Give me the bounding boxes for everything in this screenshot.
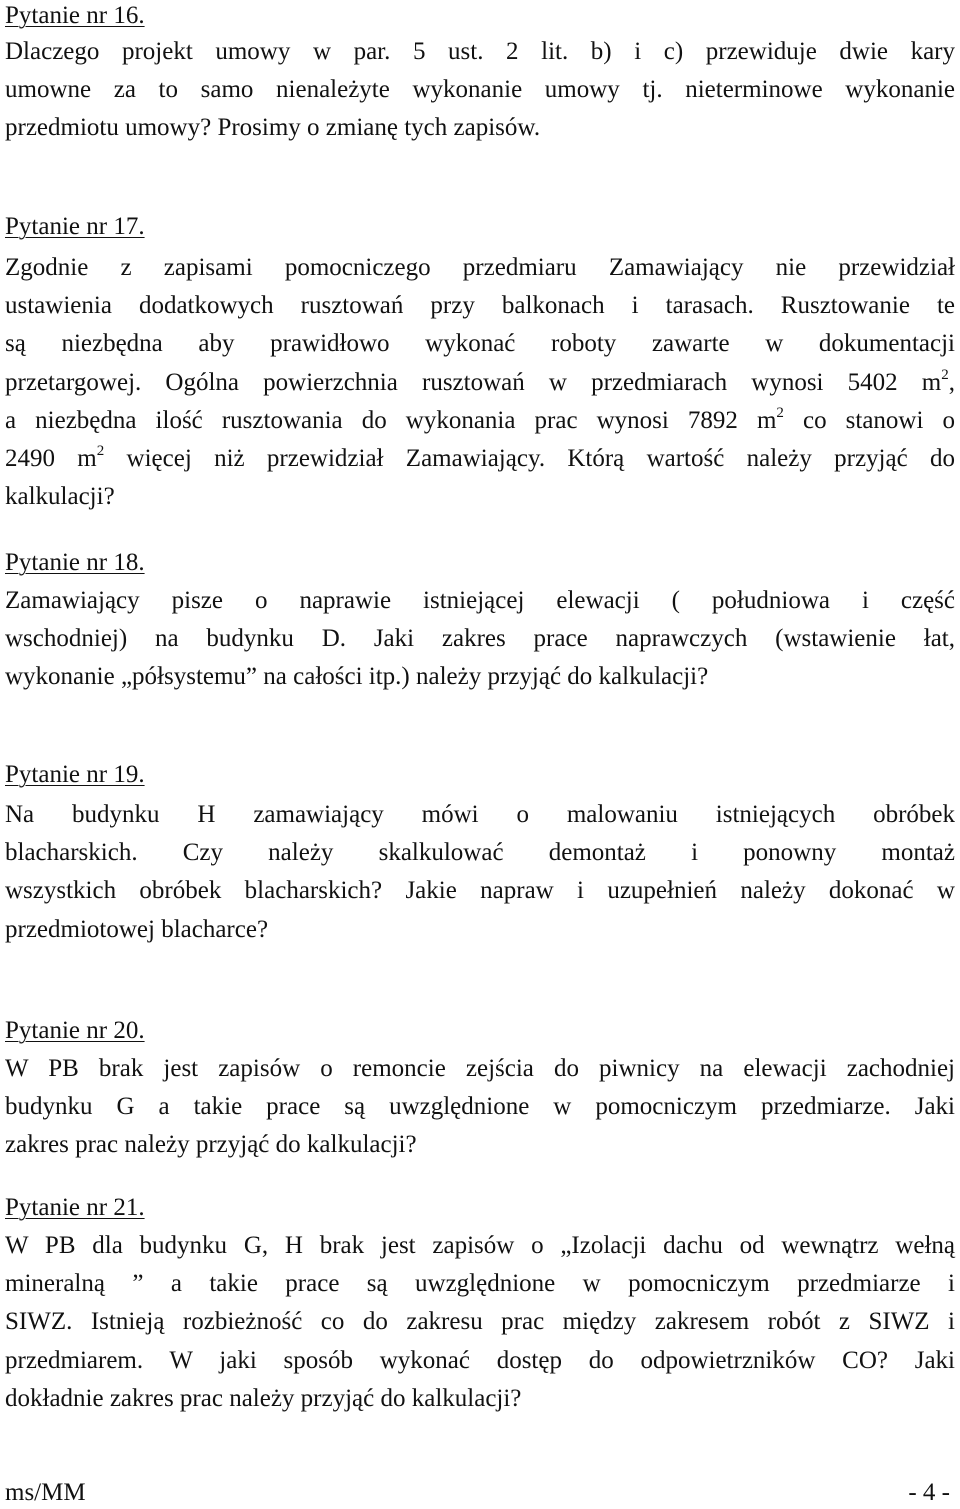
question-21-line: mineralną ” a takie prace są uwzględnione w pomocniczym przedmiarze i xyxy=(5,1270,955,1298)
question-20-label: Pytanie nr 20. xyxy=(5,1017,145,1044)
question-16-line: Dlaczego projekt umowy w par. 5 ust. 2 lit. b) i c) przewiduje dwie kary xyxy=(5,38,955,65)
question-18-line: wschodniej) na budynku D. Jaki zakres prace naprawczych (wstawienie łat, xyxy=(5,625,955,653)
question-16-text xyxy=(5,33,955,148)
question-17-line: a niezbędna ilość rusztowania do wykonania prac wynosi 7892 $m^2$ co stanowi o xyxy=(5,404,955,434)
question-21-line: SIWZ. Istnieją rozbieżność co do zakresu prac między zakresem robót z SIWZ i xyxy=(5,1308,955,1336)
question-16-line: przedmiotu umowy? Prosimy o zmianę tych zapisów. xyxy=(5,114,541,142)
question-20-text xyxy=(5,1050,955,1165)
question-19-text xyxy=(5,796,955,949)
question-18-line: Zamawiający pisze o naprawie istniejącej elewacji ( południowa i część xyxy=(5,587,955,614)
question-21-line: przedmiarem. W jaki sposób wykonać dostęp do odpowietrzników CO? Jaki xyxy=(5,1346,955,1374)
question-17-line: są niezbędna aby prawidłowo wykonać roboty zawarte w dokumentacji xyxy=(5,330,955,358)
question-17-line: przetargowej. Ogólna powierzchnia rusztowań w przedmiarach wynosi 5402 $m^2$, xyxy=(5,366,955,396)
question-20-line: zakres prac należy przyjąć do kalkulacji? xyxy=(5,1131,417,1159)
footer-author: ms/MM xyxy=(5,1479,86,1506)
question-18-label: Pytanie nr 18. xyxy=(5,549,145,576)
question-17-line: ustawienia dodatkowych rusztowań przy balkonach i tarasach. Rusztowanie te xyxy=(5,292,955,320)
question-19-line: blacharskich. Czy należy skalkulować demontaż i ponowny montaż xyxy=(5,839,955,867)
question-21-label: Pytanie nr 21. xyxy=(5,1194,145,1221)
footer-page-number: - 4 - xyxy=(908,1479,950,1506)
question-20-line: budynku G a takie prace są uwzględnione w pomocniczym przedmiarze. Jaki xyxy=(5,1093,955,1121)
question-17-line: 2490 $m^2$ więcej niż przewidział Zamawiający. Którą wartość należy przyjąć do xyxy=(5,442,955,472)
question-19-line: Na budynku H zamawiający mówi o malowaniu istniejących obróbek xyxy=(5,801,955,828)
question-18-text xyxy=(5,582,955,697)
question-20-line: W PB brak jest zapisów o remoncie zejścia do piwnicy na elewacji zachodniej xyxy=(5,1055,955,1082)
question-16-line: umowne za to samo nienależyte wykonanie umowy tj. nieterminowe wykonanie xyxy=(5,76,955,104)
question-19-line: wszystkich obróbek blacharskich? Jakie napraw i uzupełnień należy dokonać w xyxy=(5,877,955,905)
question-19-label: Pytanie nr 19. xyxy=(5,761,145,788)
question-17-label: Pytanie nr 17. xyxy=(5,213,145,240)
question-17-text xyxy=(5,249,955,516)
question-16-label: Pytanie nr 16. xyxy=(5,2,145,29)
question-19-line: przedmiotowej blacharce? xyxy=(5,915,269,943)
question-17-line: kalkulacji? xyxy=(5,483,115,511)
question-21-line: dokładnie zakres prac należy przyjąć do kalkulacji? xyxy=(5,1384,522,1412)
question-21-line: W PB dla budynku G, H brak jest zapisów o „Izolacji dachu od wewnątrz wełną xyxy=(5,1232,955,1259)
question-18-line: wykonanie „półsystemu” na całości itp.) należy przyjąć do kalkulacji? xyxy=(5,663,709,691)
question-21-text xyxy=(5,1227,955,1418)
question-17-line: Zgodnie z zapisami pomocniczego przedmiaru Zamawiający nie przewidział xyxy=(5,254,955,281)
